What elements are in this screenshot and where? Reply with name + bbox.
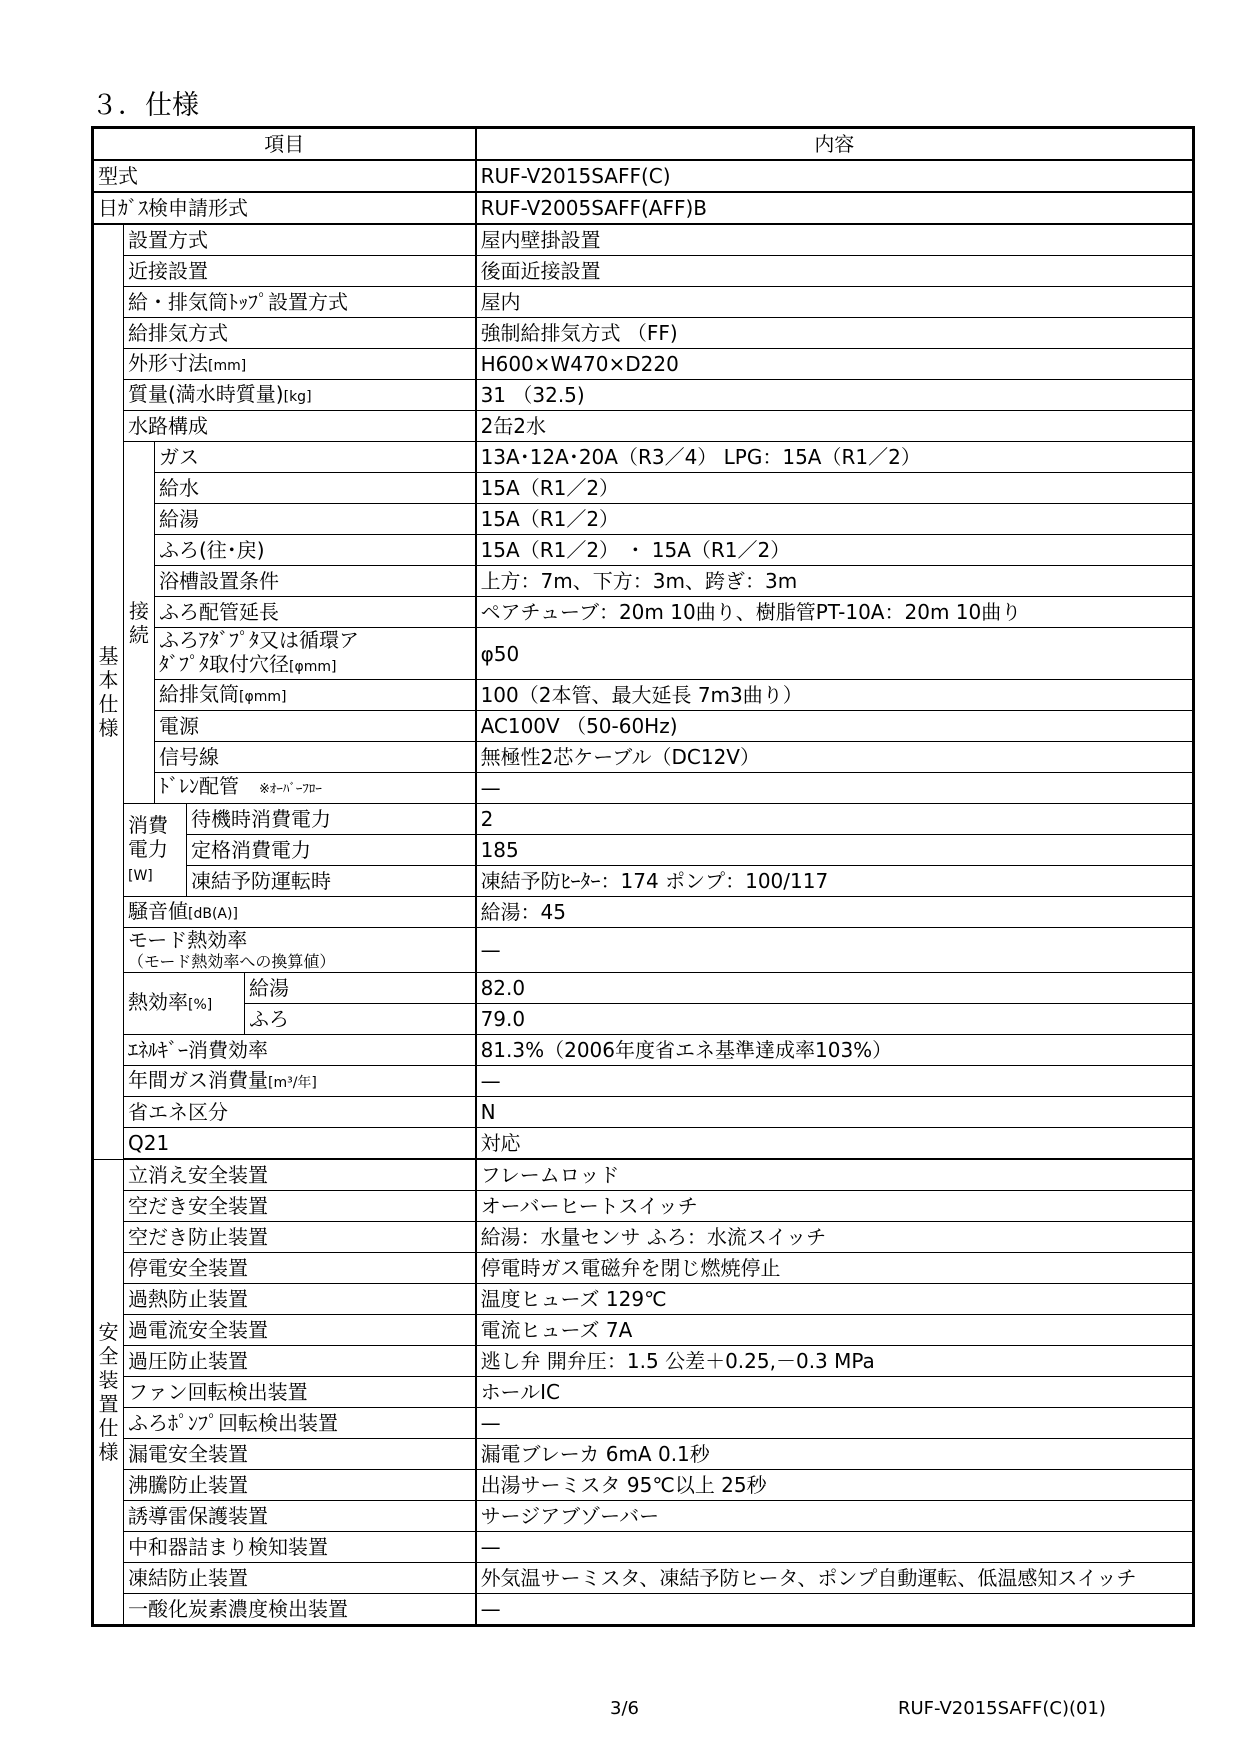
spec-label-text: 外形寸法 xyxy=(128,350,208,375)
header-row xyxy=(93,128,1194,161)
spec-label-text: 給排気方式 xyxy=(128,321,228,345)
spec-label-text: ガス xyxy=(159,445,199,469)
spec-value: 対応 xyxy=(476,1128,1194,1160)
spec-label xyxy=(124,1377,476,1408)
spec-unit: [kg] xyxy=(283,388,312,405)
spec-value: 給湯：水量センサ ふろ：水流スイッチ xyxy=(476,1222,1194,1253)
spec-label xyxy=(124,1191,476,1222)
basic-row xyxy=(93,256,1194,287)
spec-label-text: 空だき安全装置 xyxy=(128,1194,268,1218)
spec-label xyxy=(124,1439,476,1470)
safety-row xyxy=(93,1439,1194,1470)
spec-value: 79.0 xyxy=(476,1004,1194,1035)
spec-label-text: 日ｶﾞｽ検申請形式 xyxy=(98,196,248,220)
spec-label xyxy=(155,628,476,680)
spec-label xyxy=(124,380,476,411)
power-row xyxy=(93,866,1194,897)
spec-label xyxy=(124,1501,476,1532)
spec-label xyxy=(124,411,476,442)
spec-value: ホールIC xyxy=(476,1377,1194,1408)
spec-value: 81.3%（2006年度省エネ基準達成率103%） xyxy=(476,1035,1194,1066)
spec-label-text: 停電安全装置 xyxy=(128,1256,248,1280)
spec-label-text: 過電流安全装置 xyxy=(128,1318,268,1342)
spec-value: 2 xyxy=(476,804,1194,835)
connection-row xyxy=(93,773,1194,804)
spec-value: オーバーヒートスイッチ xyxy=(476,1191,1194,1222)
spec-value: — xyxy=(476,1594,1194,1626)
spec-label-text: 給湯 xyxy=(249,976,289,1000)
spec-value: 出湯サーミスタ 95℃以上 25秒 xyxy=(476,1470,1194,1501)
spec-sublabel: （モード熱効率への換算値） xyxy=(128,952,336,971)
spec-label-text: 設置方式 xyxy=(128,228,208,252)
header-item: 項目 xyxy=(93,128,476,161)
spec-label-text: 給排気筒 xyxy=(159,681,239,706)
spec-value: 後面近接設置 xyxy=(476,256,1194,287)
spec-value: — xyxy=(476,1066,1194,1097)
spec-label-text: 漏電安全装置 xyxy=(128,1442,248,1466)
spec-label-text: 近接設置 xyxy=(128,259,208,283)
spec-label xyxy=(124,1563,476,1594)
basic-tail-row xyxy=(93,1097,1194,1128)
spec-value: 屋内壁掛設置 xyxy=(476,224,1194,256)
safety-row xyxy=(93,1408,1194,1439)
thermal-label xyxy=(124,973,245,1035)
spec-label-text: 年間ガス消費量 xyxy=(128,1067,268,1092)
spec-unit: [%] xyxy=(188,997,213,1013)
safety-row xyxy=(93,1470,1194,1501)
safety-row xyxy=(93,1501,1194,1532)
spec-label xyxy=(245,1004,476,1035)
spec-label xyxy=(124,1066,476,1097)
spec-unit: [W] xyxy=(128,867,153,884)
spec-label xyxy=(124,1128,476,1160)
spec-label-text: 信号線 xyxy=(159,745,219,769)
spec-label-text: 誘導雷保護装置 xyxy=(128,1504,268,1528)
spec-label-text: 給湯 xyxy=(159,507,199,531)
spec-label xyxy=(124,287,476,318)
spec-label-text: ｴﾈﾙｷﾞｰ消費効率 xyxy=(128,1038,268,1062)
spec-value: 外気温サーミスタ、凍結予防ヒータ、ポンプ自動運転、低温感知スイッチ xyxy=(476,1563,1194,1594)
spec-label-text: 一酸化炭素濃度検出装置 xyxy=(128,1597,348,1621)
connection-row xyxy=(93,711,1194,742)
spec-label-text: 給水 xyxy=(159,476,199,500)
spec-value: 屋内 xyxy=(476,287,1194,318)
spec-label xyxy=(155,442,476,473)
safety-row xyxy=(93,1315,1194,1346)
spec-label xyxy=(155,742,476,773)
spec-label-text: ふろ配管延長 xyxy=(159,600,279,624)
spec-label xyxy=(124,1222,476,1253)
spec-label-text: ファン回転検出装置 xyxy=(128,1380,308,1404)
spec-value: ペアチューブ：20m 10曲り、樹脂管PT-10A：20m 10曲り xyxy=(476,597,1194,628)
connection-row xyxy=(93,442,1194,473)
spec-value: 31 （32.5) xyxy=(476,380,1194,411)
spec-unit: [dB(A)] xyxy=(188,905,238,922)
power-group-label xyxy=(124,804,187,897)
power-row xyxy=(93,804,1194,835)
spec-value: フレームロッド xyxy=(476,1159,1194,1191)
spec-label-text: 沸騰防止装置 xyxy=(128,1473,248,1497)
spec-label xyxy=(124,928,476,973)
spec-value: 強制給排気方式 （FF) xyxy=(476,318,1194,349)
spec-label xyxy=(124,1253,476,1284)
safety-group-label: 安 全 装 置 仕 様 xyxy=(93,1159,124,1626)
thermal-row xyxy=(93,1004,1194,1035)
spec-label-text: 浴槽設置条件 xyxy=(159,569,279,593)
spec-label xyxy=(155,597,476,628)
spec-label xyxy=(187,866,476,897)
spec-value: 82.0 xyxy=(476,973,1194,1004)
spec-value: RUF-V2005SAFF(AFF)B xyxy=(476,192,1194,224)
spec-label xyxy=(124,1408,476,1439)
basic-row xyxy=(93,287,1194,318)
spec-label-text: 過圧防止装置 xyxy=(128,1349,248,1373)
basic-tail-row xyxy=(93,1035,1194,1066)
spec-value: 100（2本管、最大延長 7m3曲り） xyxy=(476,680,1194,711)
spec-label-text: ﾄﾞﾚﾝ配管 xyxy=(159,774,239,798)
gas-app-row xyxy=(93,192,1194,224)
spec-label xyxy=(155,680,476,711)
connection-row xyxy=(93,742,1194,773)
spec-label-text: ふろ(往･戻) xyxy=(159,538,265,562)
spec-value: 185 xyxy=(476,835,1194,866)
spec-unit: [φmm] xyxy=(289,659,337,675)
spec-label xyxy=(93,160,476,192)
header-content: 内容 xyxy=(476,128,1194,161)
safety-row xyxy=(93,1253,1194,1284)
safety-row xyxy=(93,1563,1194,1594)
spec-label-text: ふろｱﾀﾞﾌﾟﾀ又は循環ア xyxy=(159,628,359,652)
spec-label-text: 消費 xyxy=(128,812,168,837)
connection-row xyxy=(93,504,1194,535)
spec-label-text: 質量(満水時質量) xyxy=(128,381,284,406)
spec-label xyxy=(187,835,476,866)
spec-label-text: 電力 xyxy=(128,836,168,861)
spec-label-text: ﾀﾞﾌﾟﾀ取付穴径 xyxy=(159,652,289,676)
spec-label xyxy=(124,897,476,928)
spec-label-text: 騒音値 xyxy=(128,898,188,923)
spec-value: 2缶2水 xyxy=(476,411,1194,442)
page-title: ３．仕様 xyxy=(91,90,199,121)
spec-value: 15A（R1／2） xyxy=(476,473,1194,504)
connection-row xyxy=(93,680,1194,711)
spec-value: AC100V （50-60Hz) xyxy=(476,711,1194,742)
spec-label-text: 定格消費電力 xyxy=(191,838,311,862)
spec-value: — xyxy=(476,773,1194,804)
spec-label-text: Q21 xyxy=(128,1131,170,1155)
basic-row xyxy=(93,318,1194,349)
spec-value: サージアブゾーバー xyxy=(476,1501,1194,1532)
basic-tail-row xyxy=(93,1128,1194,1160)
spec-value: 13A･12A･20A（R3／4） LPG：15A（R1／2） xyxy=(476,442,1194,473)
safety-row xyxy=(93,1159,1194,1191)
spec-label-text: 省エネ区分 xyxy=(128,1100,228,1124)
spec-value: — xyxy=(476,1532,1194,1563)
spec-label xyxy=(124,256,476,287)
basic-row xyxy=(93,380,1194,411)
spec-label-text: 熱効率 xyxy=(128,990,188,1014)
spec-label-text: 電源 xyxy=(159,714,199,738)
safety-row xyxy=(93,1594,1194,1626)
spec-table xyxy=(91,126,1195,1627)
spec-label xyxy=(155,711,476,742)
spec-label xyxy=(124,1035,476,1066)
safety-row xyxy=(93,1284,1194,1315)
safety-row xyxy=(93,1377,1194,1408)
spec-value: — xyxy=(476,1408,1194,1439)
connection-row xyxy=(93,566,1194,597)
spec-value: 温度ヒューズ 129℃ xyxy=(476,1284,1194,1315)
spec-label-text: ふろ xyxy=(249,1007,289,1031)
spec-value: 電流ヒューズ 7A xyxy=(476,1315,1194,1346)
basic-row xyxy=(93,411,1194,442)
connection-group-label: 接 続 xyxy=(124,442,155,804)
spec-label xyxy=(124,1470,476,1501)
spec-label xyxy=(124,1097,476,1128)
connection-row xyxy=(93,473,1194,504)
spec-label-text: 中和器詰まり検知装置 xyxy=(128,1535,328,1559)
safety-row xyxy=(93,1191,1194,1222)
spec-label xyxy=(124,1159,476,1191)
spec-label xyxy=(155,535,476,566)
spec-label xyxy=(124,1284,476,1315)
spec-label xyxy=(93,192,476,224)
power-row xyxy=(93,835,1194,866)
spec-label-text: 過熱防止装置 xyxy=(128,1287,248,1311)
model-row xyxy=(93,160,1194,192)
connection-row xyxy=(93,597,1194,628)
spec-value: 停電時ガス電磁弁を閉じ燃焼停止 xyxy=(476,1253,1194,1284)
spec-label xyxy=(124,224,476,256)
basic-group-label: 基 本 仕 様 xyxy=(93,224,124,1159)
connection-row xyxy=(93,628,1194,680)
spec-label xyxy=(124,318,476,349)
spec-value: φ50 xyxy=(476,628,1194,680)
spec-value: 漏電ブレーカ 6mA 0.1秒 xyxy=(476,1439,1194,1470)
spec-label-text: 待機時消費電力 xyxy=(191,807,331,831)
mode-eff-row xyxy=(93,928,1194,973)
safety-row xyxy=(93,1222,1194,1253)
spec-label xyxy=(245,973,476,1004)
safety-row xyxy=(93,1532,1194,1563)
spec-label-text: モード熱効率 xyxy=(128,928,248,952)
spec-label xyxy=(155,504,476,535)
spec-label-text: 凍結防止装置 xyxy=(128,1566,248,1590)
spec-label-text: 凍結予防運転時 xyxy=(191,869,331,893)
spec-label xyxy=(155,566,476,597)
spec-label-text: 給・排気筒ﾄｯﾌﾟ設置方式 xyxy=(128,290,348,314)
spec-unit: [mm] xyxy=(208,357,247,374)
spec-label xyxy=(124,349,476,380)
spec-label xyxy=(124,1532,476,1563)
safety-row xyxy=(93,1346,1194,1377)
noise-row xyxy=(93,897,1194,928)
spec-label xyxy=(124,1594,476,1626)
spec-label-text: ふろﾎﾟﾝﾌﾟ回転検出装置 xyxy=(128,1411,338,1435)
spec-value: H600×W470×D220 xyxy=(476,349,1194,380)
basic-tail-row xyxy=(93,1066,1194,1097)
spec-note: ※ｵｰﾊﾞｰﾌﾛｰ xyxy=(259,782,322,797)
spec-label xyxy=(124,1315,476,1346)
spec-value: 給湯：45 xyxy=(476,897,1194,928)
spec-value: — xyxy=(476,928,1194,973)
spec-value: N xyxy=(476,1097,1194,1128)
spec-label xyxy=(155,773,476,804)
spec-label xyxy=(124,1346,476,1377)
spec-value: RUF-V2015SAFF(C) xyxy=(476,160,1194,192)
spec-value: 無極性2芯ケーブル（DC12V） xyxy=(476,742,1194,773)
thermal-row xyxy=(93,973,1194,1004)
spec-label-text: 型式 xyxy=(98,164,138,188)
spec-value: 上方：7m、下方：3m、跨ぎ：3m xyxy=(476,566,1194,597)
connection-row xyxy=(93,535,1194,566)
basic-row xyxy=(93,224,1194,256)
spec-label-text: 水路構成 xyxy=(128,414,208,438)
spec-label-text: 空だき防止装置 xyxy=(128,1225,268,1249)
basic-row xyxy=(93,349,1194,380)
spec-label xyxy=(155,473,476,504)
spec-label xyxy=(187,804,476,835)
spec-unit: [m³/年] xyxy=(268,1074,317,1091)
spec-value: 15A（R1／2） ・ 15A（R1／2） xyxy=(476,535,1194,566)
spec-label-text: 立消え安全装置 xyxy=(128,1163,268,1187)
spec-value: 15A（R1／2） xyxy=(476,504,1194,535)
spec-value: 凍結予防ﾋｰﾀｰ：174 ポンプ：100/117 xyxy=(476,866,1194,897)
document-code: RUF-V2015SAFF(C)(01) xyxy=(898,1698,1106,1719)
page-number: 3/6 xyxy=(610,1698,639,1719)
spec-unit: [φmm] xyxy=(239,688,287,705)
spec-value: 逃し弁 開弁圧：1.5 公差＋0.25,－0.3 MPa xyxy=(476,1346,1194,1377)
